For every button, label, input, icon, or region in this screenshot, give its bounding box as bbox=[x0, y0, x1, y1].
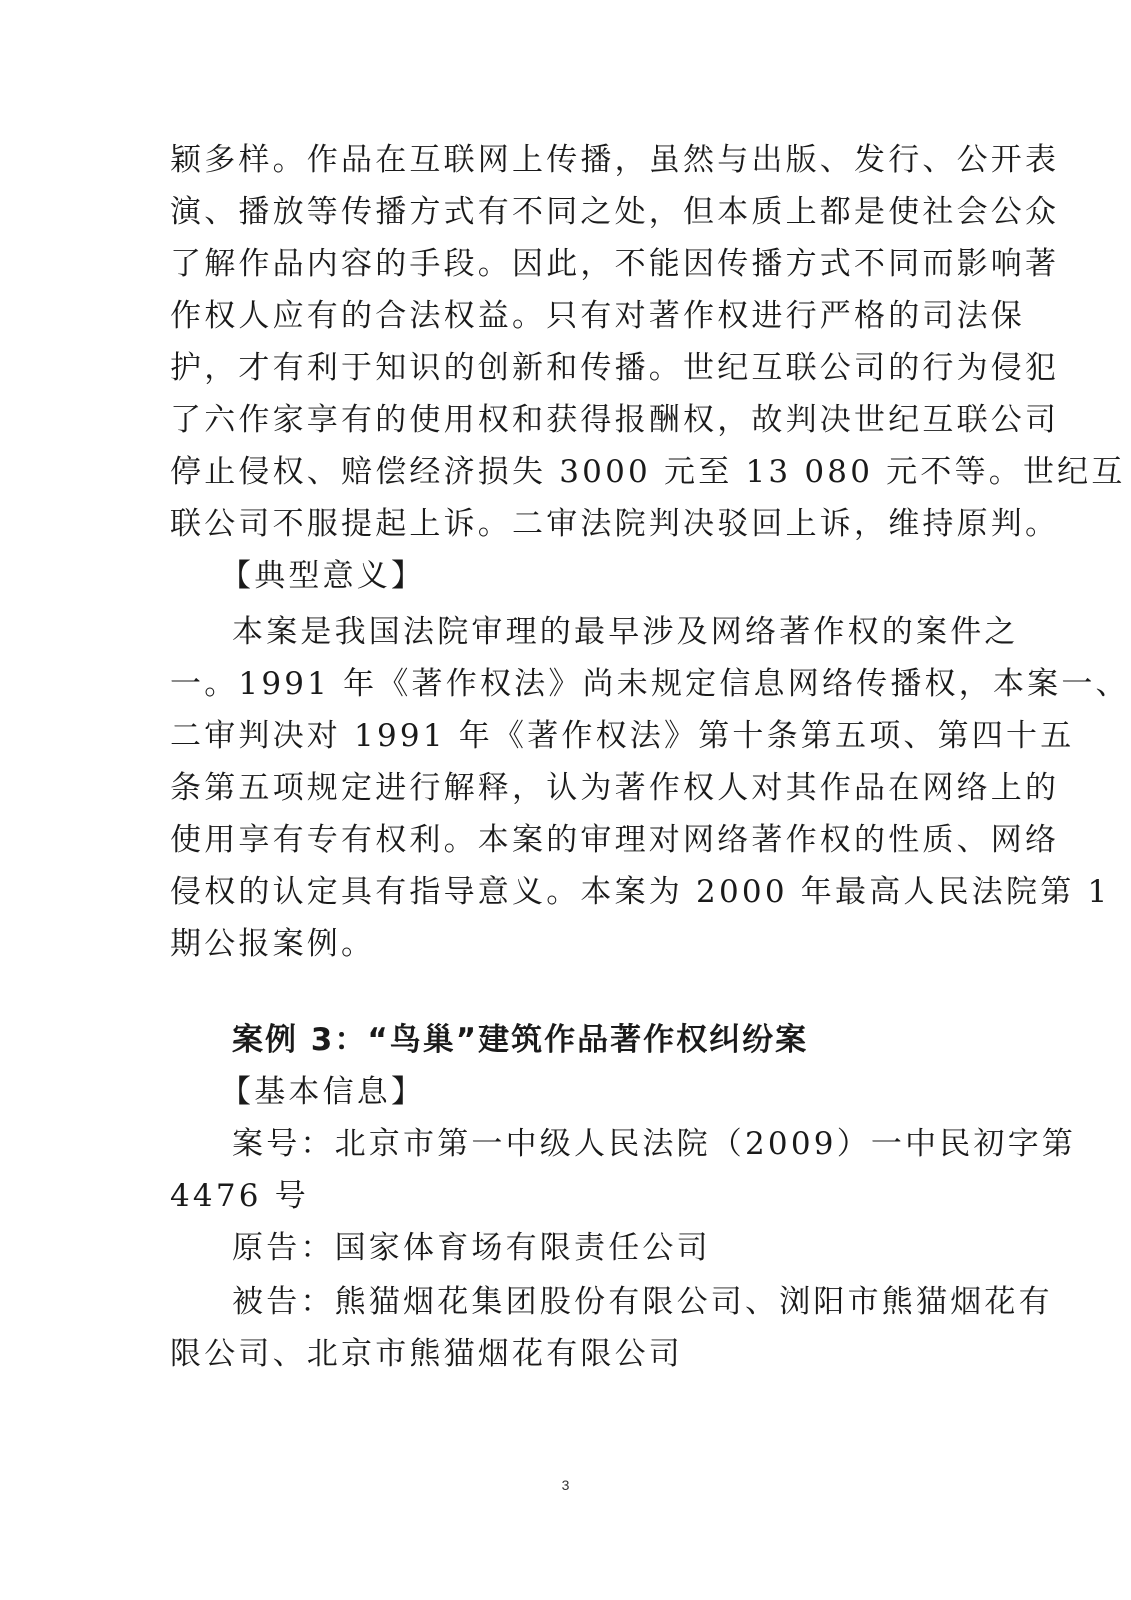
defendant-line: 限公司、北京市熊猫烟花有限公司 bbox=[170, 1336, 683, 1372]
paragraph-line: 二审判决对 1991 年《著作权法》第十条第五项、第四十五 bbox=[170, 718, 1075, 754]
paragraph-line: 停止侵权、赔偿经济损失 3000 元至 13 080 元不等。世纪互 bbox=[170, 454, 1126, 490]
paragraph-line: 侵权的认定具有指导意义。本案为 2000 年最高人民法院第 1 bbox=[170, 874, 1111, 910]
paragraph-line: 了六作家享有的使用权和获得报酬权，故判决世纪互联公司 bbox=[170, 402, 1060, 438]
page-number: 3 bbox=[561, 1477, 570, 1493]
paragraph-line: 期公报案例。 bbox=[170, 926, 376, 962]
paragraph-line: 颖多样。作品在互联网上传播，虽然与出版、发行、公开表 bbox=[170, 142, 1060, 178]
case-title: 案例 3：“鸟巢”建筑作品著作权纠纷案 bbox=[232, 1022, 809, 1058]
section-label-significance: 【典型意义】 bbox=[220, 558, 426, 594]
paragraph-line: 条第五项规定进行解释，认为著作权人对其作品在网络上的 bbox=[170, 770, 1060, 806]
case-number-line: 案号：北京市第一中级人民法院（2009）一中民初字第 bbox=[232, 1126, 1077, 1162]
paragraph-line: 护，才有利于知识的创新和传播。世纪互联公司的行为侵犯 bbox=[170, 350, 1060, 386]
section-label-basic-info: 【基本信息】 bbox=[220, 1074, 426, 1110]
paragraph-line: 本案是我国法院审理的最早涉及网络著作权的案件之 bbox=[232, 614, 1019, 650]
paragraph-line: 了解作品内容的手段。因此，不能因传播方式不同而影响著 bbox=[170, 246, 1060, 282]
paragraph-line: 演、播放等传播方式有不同之处，但本质上都是使社会公众 bbox=[170, 194, 1060, 230]
paragraph-line: 一。1991 年《著作权法》尚未规定信息网络传播权，本案一、 bbox=[170, 666, 1130, 702]
plaintiff-line: 原告：国家体育场有限责任公司 bbox=[232, 1230, 711, 1266]
paragraph-line: 使用享有专有权利。本案的审理对网络著作权的性质、网络 bbox=[170, 822, 1060, 858]
paragraph-line: 作权人应有的合法权益。只有对著作权进行严格的司法保 bbox=[170, 298, 1025, 334]
case-number-line: 4476 号 bbox=[170, 1178, 309, 1214]
paragraph-line: 联公司不服提起上诉。二审法院判决驳回上诉，维持原判。 bbox=[170, 506, 1060, 542]
defendant-line: 被告：熊猫烟花集团股份有限公司、浏阳市熊猫烟花有 bbox=[232, 1284, 1053, 1320]
